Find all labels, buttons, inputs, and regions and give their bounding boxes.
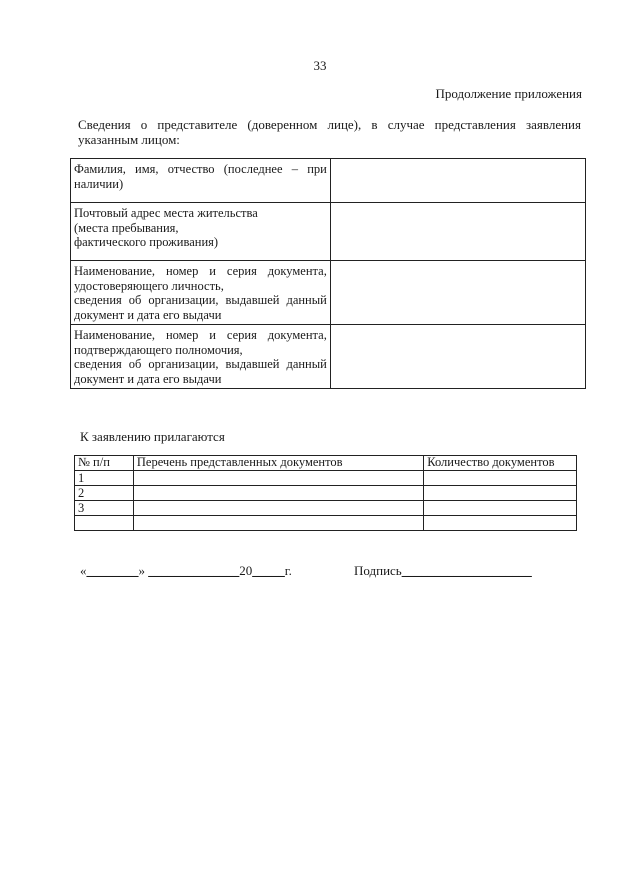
year-suffix: г. <box>284 563 292 578</box>
quote-close: » <box>138 563 145 578</box>
table-row <box>75 516 577 531</box>
year-prefix: 20 <box>239 563 253 578</box>
row-number: 2 <box>75 486 134 501</box>
field-value[interactable] <box>330 203 585 261</box>
signature-blank[interactable]: ____________________ <box>401 563 532 578</box>
table-row <box>71 159 586 203</box>
table-row <box>75 501 577 516</box>
signature-line <box>354 563 532 579</box>
representative-table <box>70 158 586 389</box>
document-count-cell[interactable] <box>424 516 577 531</box>
date-line <box>80 563 292 579</box>
table-row <box>71 203 586 261</box>
year-blank[interactable]: _____ <box>252 563 285 578</box>
signature-label: Подпись <box>354 563 402 578</box>
field-value[interactable] <box>330 325 585 389</box>
table-row <box>75 486 577 501</box>
field-label: Наименование, номер и серия документа, удостоверяющего личность, сведения об организации, выдавшей данный документ и дата его выдачи <box>71 261 331 325</box>
column-header-count: Количество документов <box>424 456 577 471</box>
field-value[interactable] <box>330 261 585 325</box>
day-blank[interactable]: ________ <box>86 563 139 578</box>
page-number: 33 <box>313 58 327 73</box>
month-blank[interactable]: ______________ <box>148 563 240 578</box>
table-row <box>71 325 586 389</box>
field-label: Фамилия, имя, отчество (последнее – при наличии) <box>71 159 331 203</box>
row-number <box>75 516 134 531</box>
document-name-cell[interactable] <box>133 501 423 516</box>
table-header-row <box>75 456 577 471</box>
document-name-cell[interactable] <box>133 516 423 531</box>
document-name-cell[interactable] <box>133 486 423 501</box>
document-count-cell[interactable] <box>424 486 577 501</box>
document-count-cell[interactable] <box>424 501 577 516</box>
row-number: 3 <box>75 501 134 516</box>
representative-intro: Сведения о представителе (доверенном лице), в случае представления заявления указанным лицом: <box>78 117 581 147</box>
table-row <box>71 261 586 325</box>
document-name-cell[interactable] <box>133 471 423 486</box>
document-count-cell[interactable] <box>424 471 577 486</box>
field-label: Почтовый адрес места жительства (места пребывания, фактического проживания) <box>71 203 331 261</box>
column-header-list: Перечень представленных документов <box>133 456 423 471</box>
field-label: Наименование, номер и серия документа, подтверждающего полномочия, сведения об организации, выдавшей данный документ и дата его выдачи <box>71 325 331 389</box>
documents-title: К заявлению прилагаются <box>80 429 225 444</box>
quote-open: « <box>80 563 87 578</box>
row-number: 1 <box>75 471 134 486</box>
column-header-number: № п/п <box>75 456 134 471</box>
table-row <box>75 471 577 486</box>
documents-table <box>74 455 577 531</box>
continuation-heading: Продолжение приложения <box>435 86 582 101</box>
field-value[interactable] <box>330 159 585 203</box>
